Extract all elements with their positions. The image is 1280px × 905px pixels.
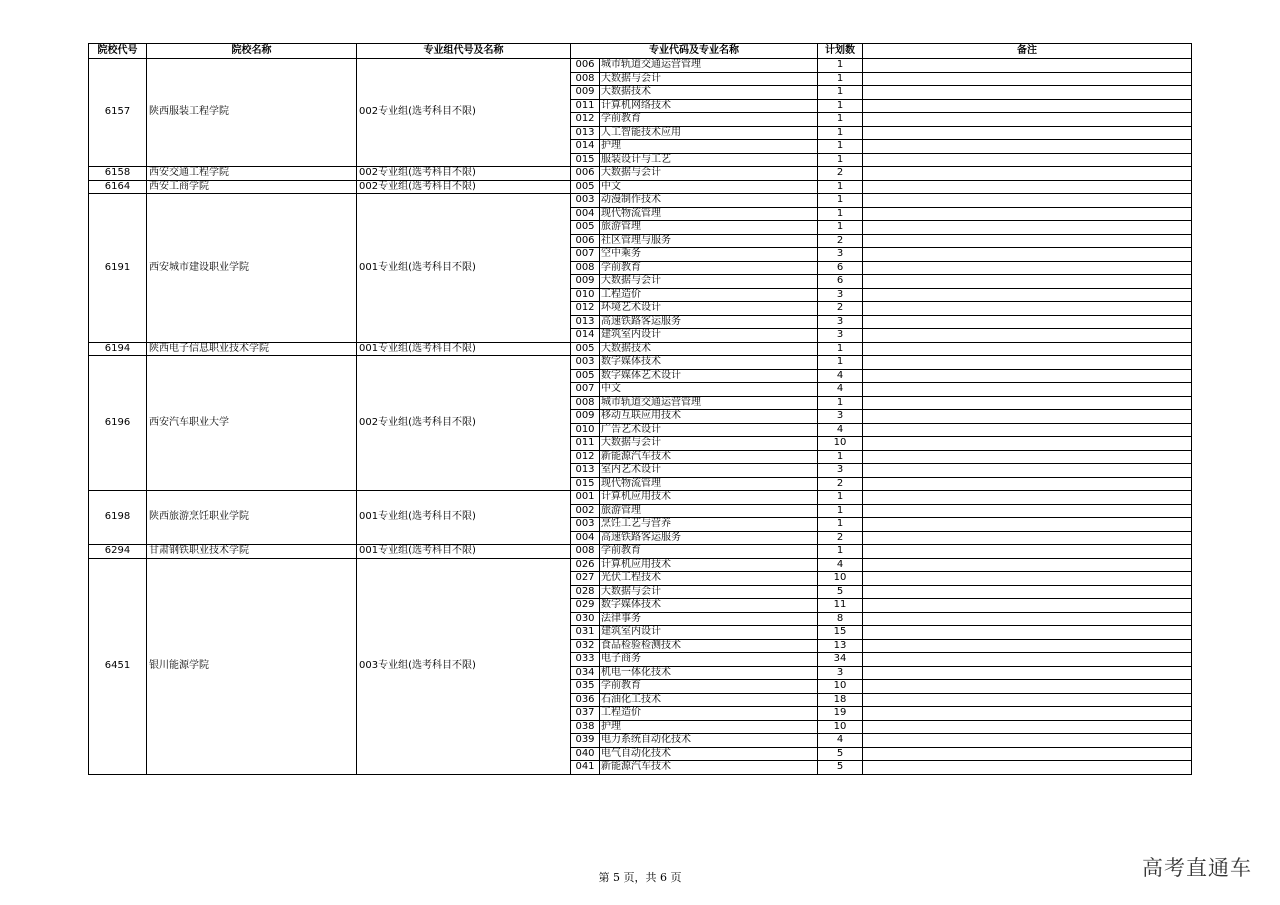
note-cell <box>863 356 1192 370</box>
note-cell <box>863 734 1192 748</box>
table-row <box>89 545 1192 559</box>
plan-count: 4 <box>818 423 863 437</box>
major-name: 现代物流管理 <box>600 207 818 221</box>
school-code: 6451 <box>89 558 147 774</box>
note-cell <box>863 531 1192 545</box>
major-name: 工程造价 <box>600 707 818 721</box>
major-name: 石油化工技术 <box>600 693 818 707</box>
plan-count: 1 <box>818 59 863 73</box>
major-name: 烹饪工艺与营养 <box>600 518 818 532</box>
major-code: 005 <box>571 342 600 356</box>
table-row <box>89 356 1192 370</box>
major-code: 007 <box>571 383 600 397</box>
major-name: 学前教育 <box>600 261 818 275</box>
major-name: 旅游管理 <box>600 221 818 235</box>
major-code: 010 <box>571 423 600 437</box>
plan-count: 6 <box>818 275 863 289</box>
table-row <box>89 491 1192 505</box>
major-name: 计算机网络技术 <box>600 99 818 113</box>
plan-count: 1 <box>818 207 863 221</box>
major-name: 环境艺术设计 <box>600 302 818 316</box>
major-code: 004 <box>571 531 600 545</box>
major-code: 012 <box>571 113 600 127</box>
note-cell <box>863 720 1192 734</box>
table-row <box>89 558 1192 572</box>
note-cell <box>863 369 1192 383</box>
brand-watermark: 高考直通车 <box>1142 856 1252 880</box>
plan-count: 6 <box>818 261 863 275</box>
major-code: 014 <box>571 329 600 343</box>
major-name: 大数据与会计 <box>600 437 818 451</box>
school-name: 陕西服装工程学院 <box>147 59 357 167</box>
major-code: 026 <box>571 558 600 572</box>
major-code: 009 <box>571 86 600 100</box>
note-cell <box>863 666 1192 680</box>
header-school-name: 院校名称 <box>147 44 357 59</box>
major-code: 010 <box>571 288 600 302</box>
note-cell <box>863 153 1192 167</box>
plan-count: 4 <box>818 734 863 748</box>
major-code: 029 <box>571 599 600 613</box>
note-cell <box>863 680 1192 694</box>
header-plan: 计划数 <box>818 44 863 59</box>
plan-count: 1 <box>818 72 863 86</box>
note-cell <box>863 437 1192 451</box>
plan-count: 1 <box>818 221 863 235</box>
note-cell <box>863 261 1192 275</box>
major-name: 动漫制作技术 <box>600 194 818 208</box>
table-header-row <box>89 44 1192 59</box>
note-cell <box>863 693 1192 707</box>
major-name: 高速铁路客运服务 <box>600 531 818 545</box>
major-name: 空中乘务 <box>600 248 818 262</box>
major-code: 032 <box>571 639 600 653</box>
major-name: 城市轨道交通运营管理 <box>600 59 818 73</box>
major-name: 数字媒体技术 <box>600 356 818 370</box>
note-cell <box>863 450 1192 464</box>
major-code: 005 <box>571 369 600 383</box>
plan-count: 2 <box>818 531 863 545</box>
major-code: 027 <box>571 572 600 586</box>
note-cell <box>863 707 1192 721</box>
plan-count: 5 <box>818 761 863 775</box>
table-row <box>89 59 1192 73</box>
major-name: 光伏工程技术 <box>600 572 818 586</box>
major-code: 009 <box>571 410 600 424</box>
school-name: 甘肃钢铁职业技术学院 <box>147 545 357 559</box>
major-name: 数字媒体艺术设计 <box>600 369 818 383</box>
school-name: 西安汽车职业大学 <box>147 356 357 491</box>
note-cell <box>863 207 1192 221</box>
major-name: 大数据与会计 <box>600 167 818 181</box>
plan-count: 15 <box>818 626 863 640</box>
note-cell <box>863 626 1192 640</box>
note-cell <box>863 342 1192 356</box>
major-code: 011 <box>571 437 600 451</box>
table-row <box>89 180 1192 194</box>
plan-count: 8 <box>818 612 863 626</box>
school-code: 6198 <box>89 491 147 545</box>
page-footer: 第 5 页，共 6 页 <box>598 871 682 884</box>
note-cell <box>863 288 1192 302</box>
plan-count: 1 <box>818 518 863 532</box>
note-cell <box>863 653 1192 667</box>
plan-count: 1 <box>818 86 863 100</box>
school-code: 6158 <box>89 167 147 181</box>
school-code: 6191 <box>89 194 147 343</box>
plan-count: 2 <box>818 234 863 248</box>
plan-count: 1 <box>818 99 863 113</box>
school-name: 陕西电子信息职业技术学院 <box>147 342 357 356</box>
school-name: 西安工商学院 <box>147 180 357 194</box>
major-code: 004 <box>571 207 600 221</box>
plan-count: 10 <box>818 720 863 734</box>
major-code: 013 <box>571 315 600 329</box>
note-cell <box>863 234 1192 248</box>
major-group: 002专业组(选考科目不限) <box>357 59 571 167</box>
major-code: 039 <box>571 734 600 748</box>
major-name: 旅游管理 <box>600 504 818 518</box>
plan-count: 1 <box>818 140 863 154</box>
major-name: 护理 <box>600 140 818 154</box>
major-code: 013 <box>571 464 600 478</box>
major-name: 法律事务 <box>600 612 818 626</box>
plan-count: 4 <box>818 383 863 397</box>
major-code: 011 <box>571 99 600 113</box>
note-cell <box>863 194 1192 208</box>
major-code: 015 <box>571 153 600 167</box>
plan-count: 1 <box>818 342 863 356</box>
major-name: 学前教育 <box>600 680 818 694</box>
major-code: 015 <box>571 477 600 491</box>
plan-count: 2 <box>818 477 863 491</box>
plan-count: 5 <box>818 747 863 761</box>
major-name: 移动互联应用技术 <box>600 410 818 424</box>
plan-count: 3 <box>818 288 863 302</box>
major-group: 001专业组(选考科目不限) <box>357 194 571 343</box>
plan-count: 3 <box>818 666 863 680</box>
major-code: 014 <box>571 140 600 154</box>
plan-count: 4 <box>818 558 863 572</box>
major-name: 数字媒体技术 <box>600 599 818 613</box>
major-code: 003 <box>571 518 600 532</box>
major-name: 大数据技术 <box>600 342 818 356</box>
major-code: 006 <box>571 167 600 181</box>
major-code: 003 <box>571 194 600 208</box>
major-code: 012 <box>571 450 600 464</box>
major-group: 002专业组(选考科目不限) <box>357 356 571 491</box>
plan-count: 1 <box>818 126 863 140</box>
note-cell <box>863 221 1192 235</box>
plan-count: 1 <box>818 491 863 505</box>
major-code: 008 <box>571 396 600 410</box>
major-code: 012 <box>571 302 600 316</box>
plan-count: 5 <box>818 585 863 599</box>
plan-count: 34 <box>818 653 863 667</box>
note-cell <box>863 99 1192 113</box>
note-cell <box>863 315 1192 329</box>
major-code: 003 <box>571 356 600 370</box>
major-group: 001专业组(选考科目不限) <box>357 491 571 545</box>
major-code: 041 <box>571 761 600 775</box>
school-code: 6157 <box>89 59 147 167</box>
major-group: 003专业组(选考科目不限) <box>357 558 571 774</box>
plan-count: 1 <box>818 504 863 518</box>
plan-count: 1 <box>818 396 863 410</box>
major-group: 002专业组(选考科目不限) <box>357 167 571 181</box>
major-name: 社区管理与服务 <box>600 234 818 248</box>
major-name: 学前教育 <box>600 545 818 559</box>
major-code: 035 <box>571 680 600 694</box>
major-code: 040 <box>571 747 600 761</box>
note-cell <box>863 72 1192 86</box>
major-name: 服装设计与工艺 <box>600 153 818 167</box>
admission-plan-table <box>88 43 1192 775</box>
plan-count: 3 <box>818 248 863 262</box>
note-cell <box>863 423 1192 437</box>
major-code: 001 <box>571 491 600 505</box>
major-code: 008 <box>571 545 600 559</box>
note-cell <box>863 140 1192 154</box>
plan-count: 10 <box>818 572 863 586</box>
major-name: 大数据与会计 <box>600 585 818 599</box>
plan-count: 1 <box>818 113 863 127</box>
major-name: 新能源汽车技术 <box>600 761 818 775</box>
plan-count: 10 <box>818 437 863 451</box>
header-school-code: 院校代号 <box>89 44 147 59</box>
note-cell <box>863 180 1192 194</box>
note-cell <box>863 558 1192 572</box>
major-name: 现代物流管理 <box>600 477 818 491</box>
plan-count: 11 <box>818 599 863 613</box>
header-note: 备注 <box>863 44 1192 59</box>
major-name: 建筑室内设计 <box>600 626 818 640</box>
major-code: 006 <box>571 59 600 73</box>
major-code: 038 <box>571 720 600 734</box>
school-code: 6196 <box>89 356 147 491</box>
major-name: 广告艺术设计 <box>600 423 818 437</box>
major-name: 计算机应用技术 <box>600 491 818 505</box>
note-cell <box>863 302 1192 316</box>
plan-count: 19 <box>818 707 863 721</box>
major-group: 001专业组(选考科目不限) <box>357 342 571 356</box>
major-group: 001专业组(选考科目不限) <box>357 545 571 559</box>
note-cell <box>863 585 1192 599</box>
major-name: 人工智能技术应用 <box>600 126 818 140</box>
major-name: 电力系统自动化技术 <box>600 734 818 748</box>
major-code: 033 <box>571 653 600 667</box>
major-code: 013 <box>571 126 600 140</box>
note-cell <box>863 572 1192 586</box>
header-major: 专业代码及专业名称 <box>571 44 818 59</box>
note-cell <box>863 504 1192 518</box>
plan-count: 1 <box>818 194 863 208</box>
note-cell <box>863 248 1192 262</box>
plan-count: 3 <box>818 315 863 329</box>
major-name: 大数据技术 <box>600 86 818 100</box>
note-cell <box>863 491 1192 505</box>
school-code: 6294 <box>89 545 147 559</box>
table-row <box>89 167 1192 181</box>
major-code: 008 <box>571 72 600 86</box>
major-name: 大数据与会计 <box>600 72 818 86</box>
note-cell <box>863 612 1192 626</box>
major-name: 工程造价 <box>600 288 818 302</box>
plan-count: 10 <box>818 680 863 694</box>
major-name: 高速铁路客运服务 <box>600 315 818 329</box>
school-code: 6164 <box>89 180 147 194</box>
major-code: 028 <box>571 585 600 599</box>
major-name: 建筑室内设计 <box>600 329 818 343</box>
major-code: 036 <box>571 693 600 707</box>
note-cell <box>863 113 1192 127</box>
major-code: 009 <box>571 275 600 289</box>
table-row <box>89 194 1192 208</box>
major-name: 学前教育 <box>600 113 818 127</box>
major-name: 中文 <box>600 383 818 397</box>
major-code: 037 <box>571 707 600 721</box>
plan-count: 4 <box>818 369 863 383</box>
plan-count: 1 <box>818 153 863 167</box>
major-name: 中文 <box>600 180 818 194</box>
major-name: 电气自动化技术 <box>600 747 818 761</box>
plan-count: 2 <box>818 167 863 181</box>
major-name: 计算机应用技术 <box>600 558 818 572</box>
plan-count: 2 <box>818 302 863 316</box>
note-cell <box>863 59 1192 73</box>
note-cell <box>863 518 1192 532</box>
plan-count: 1 <box>818 356 863 370</box>
major-code: 007 <box>571 248 600 262</box>
note-cell <box>863 383 1192 397</box>
major-name: 电子商务 <box>600 653 818 667</box>
major-name: 护理 <box>600 720 818 734</box>
note-cell <box>863 464 1192 478</box>
plan-count: 18 <box>818 693 863 707</box>
school-name: 西安交通工程学院 <box>147 167 357 181</box>
note-cell <box>863 599 1192 613</box>
school-name: 陕西旅游烹饪职业学院 <box>147 491 357 545</box>
note-cell <box>863 410 1192 424</box>
plan-count: 13 <box>818 639 863 653</box>
plan-count: 3 <box>818 329 863 343</box>
table-row <box>89 342 1192 356</box>
plan-count: 3 <box>818 464 863 478</box>
note-cell <box>863 396 1192 410</box>
plan-count: 1 <box>818 545 863 559</box>
note-cell <box>863 747 1192 761</box>
school-code: 6194 <box>89 342 147 356</box>
major-code: 031 <box>571 626 600 640</box>
major-group: 002专业组(选考科目不限) <box>357 180 571 194</box>
note-cell <box>863 761 1192 775</box>
plan-count: 1 <box>818 450 863 464</box>
major-code: 008 <box>571 261 600 275</box>
major-name: 机电一体化技术 <box>600 666 818 680</box>
school-name: 银川能源学院 <box>147 558 357 774</box>
major-code: 034 <box>571 666 600 680</box>
major-code: 006 <box>571 234 600 248</box>
header-group: 专业组代号及名称 <box>357 44 571 59</box>
plan-count: 3 <box>818 410 863 424</box>
major-name: 食品检验检测技术 <box>600 639 818 653</box>
note-cell <box>863 86 1192 100</box>
note-cell <box>863 545 1192 559</box>
major-name: 新能源汽车技术 <box>600 450 818 464</box>
note-cell <box>863 639 1192 653</box>
school-name: 西安城市建设职业学院 <box>147 194 357 343</box>
note-cell <box>863 275 1192 289</box>
note-cell <box>863 329 1192 343</box>
major-name: 室内艺术设计 <box>600 464 818 478</box>
table-body <box>89 59 1192 775</box>
major-code: 030 <box>571 612 600 626</box>
major-name: 大数据与会计 <box>600 275 818 289</box>
note-cell <box>863 477 1192 491</box>
note-cell <box>863 167 1192 181</box>
major-code: 002 <box>571 504 600 518</box>
major-name: 城市轨道交通运营管理 <box>600 396 818 410</box>
plan-count: 1 <box>818 180 863 194</box>
note-cell <box>863 126 1192 140</box>
major-code: 005 <box>571 221 600 235</box>
major-code: 005 <box>571 180 600 194</box>
